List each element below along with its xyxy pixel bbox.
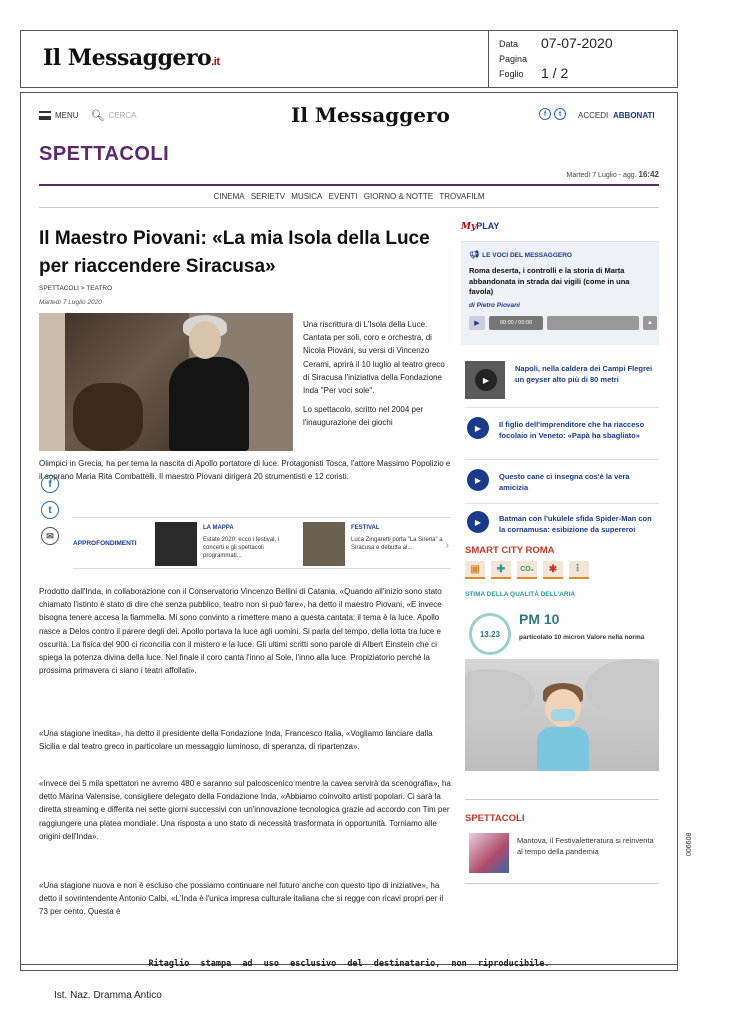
player-time: 00:00 / 00:00 (489, 316, 543, 330)
share-facebook-icon[interactable]: f (41, 475, 59, 493)
share-mail-icon[interactable]: ✉ (41, 527, 59, 545)
article-paragraph-cont: Olimpici in Grecia, ha per tema la nascita di Apollo portatore di luce. Protagonisti Tosca, l'attore Massimo Popolizio e il soprano Maria Rita Combattelli. Il maestro Piovani dirigerà 20 strumentisti e 12 coristi. (39, 459, 451, 482)
co2-icon[interactable]: CO₂ (517, 561, 537, 579)
voci-author: di Pietro Piovani (469, 302, 520, 309)
play-icon[interactable]: ▶ (467, 417, 489, 439)
rail-video-item[interactable] (465, 469, 659, 499)
voci-title[interactable]: Roma deserta, i controlli e la storia di Marta abbandonata in strada dai vigili (come in una favola) (469, 266, 630, 296)
login-link[interactable]: ACCEDI (578, 111, 609, 120)
rail-video-item[interactable] (465, 417, 659, 453)
audio-player (469, 316, 657, 330)
search-input[interactable]: CERCA (108, 111, 137, 120)
progress-bar[interactable] (547, 316, 639, 330)
clipping-notice: Ritaglio stampa ad uso esclusivo del destinatario, non riproducibile. (20, 957, 678, 971)
foglio-label: Foglio (499, 69, 524, 79)
subscribe-link[interactable]: ABBONATI (613, 111, 655, 120)
rail-divider (465, 407, 659, 408)
traffic-light-icon[interactable]: ⠇ (569, 561, 589, 579)
related-thumbnail[interactable] (303, 522, 345, 566)
megaphone-icon: 📢︎ (469, 250, 480, 259)
webpage-frame (20, 92, 678, 965)
search-icon[interactable]: 🔍︎ (90, 110, 105, 122)
article-paragraph: «Invece dei 5 mila spettatori ne avremo 480 e saranno sul palcoscenico mentre la cavea servirà da scenografia», ha detto Marina Valensise, consigliere delegato della Fondazione Inda, «Abbiamo coinvolto artisti popolari. Ci sarà la diretta streaming e differita nei sette giorni successivi con un'innovazione tecnologica grazie ad accordo con Tim per raggiungere una platea mondiale. Una risposta a uno stato di necessità trasformata in opportunità. Torniamo alle origini dell'Inda». (39, 779, 451, 841)
data-label: Data (499, 39, 519, 49)
rail-divider (465, 459, 659, 460)
pm10-title: PM 10 (519, 611, 560, 627)
hamburger-icon (39, 111, 51, 120)
rail-item-title[interactable]: Questo cane ci insegna cos'è la vera amicizia (499, 472, 630, 492)
rail-item-title[interactable]: Il figlio dell'imprenditore che ha riacceso focolaio in Veneto: «Papà ha sbagliato» (499, 420, 645, 440)
related-item[interactable] (303, 522, 449, 566)
subnav-eventi[interactable]: EVENTI (328, 192, 358, 201)
subnav-musica[interactable]: MUSICA (291, 192, 323, 201)
myplay-header[interactable]: MyPLAY (461, 221, 500, 232)
update-date: Martedì 7 Luglio - agg. 16:42 (566, 170, 659, 179)
foglio-value: 1 / 2 (541, 65, 569, 81)
menu-button[interactable] (39, 109, 137, 122)
pm10-description: particolato 10 micron Valore nella norma (519, 634, 645, 641)
play-icon[interactable]: ▶ (469, 316, 485, 330)
social-links (539, 108, 566, 120)
twitter-icon[interactable]: t (554, 108, 566, 120)
pharmacy-icon[interactable]: ✚ (491, 561, 511, 579)
rail-item-title[interactable]: Batman con l'ukulele sfida Spider-Man con la cornamusa: esibizione da supereroi (499, 514, 652, 534)
related-text[interactable]: Luca Zingaretti porta "La Sirena" a Siracusa e debutta al... (351, 537, 443, 551)
smart-city-icons (465, 561, 589, 579)
air-quality-label: STIMA DELLA QUALITÀ DELL'ARIA (465, 591, 576, 598)
article-date: Martedì 7 Luglio 2020 (39, 299, 102, 306)
share-bar (41, 475, 59, 545)
voci-box (461, 241, 659, 345)
play-icon[interactable]: ▶ (467, 469, 489, 491)
clipping-meta (488, 31, 678, 87)
data-value: 07-07-2020 (541, 35, 613, 51)
article-paragraph-intro: Una riscrittura di L'Isola della Luce. Cantata per soli, coro e orchestra, di Nicola Piovani, su versi di Vincenzo Cerami, aprirà il 10 luglio al teatro greco di Siracusa l'iniziativa della Fondazione Inda "Per voci sole". Lo spettacolo, scritto nel 2004 per l'inaugurazione dei giochi (303, 320, 445, 428)
site-logo[interactable]: Il Messaggero (291, 103, 450, 127)
subnav-serietv[interactable]: SERIETV (250, 192, 286, 201)
related-kicker: LA MAPPA (203, 525, 234, 531)
spettacoli-item[interactable]: Mantova, il Festivaletteratura si reinventa al tempo della pandemia (517, 836, 654, 856)
section-divider (39, 184, 659, 186)
related-thumbnail[interactable] (155, 522, 197, 566)
related-text[interactable]: Estate 2020: ecco i festival, i concerti e gli spettacoli programmati... (203, 537, 280, 559)
spettacoli-thumbnail[interactable] (469, 833, 509, 873)
rail-video-item[interactable] (465, 511, 659, 547)
breadcrumb[interactable]: SPETTACOLI > TEATRO (39, 285, 113, 292)
facebook-icon[interactable]: f (539, 108, 551, 120)
share-twitter-icon[interactable]: t (41, 501, 59, 519)
article-photo (39, 313, 293, 451)
related-item[interactable] (155, 522, 295, 566)
spettacoli-header[interactable]: SPETTACOLI (465, 813, 525, 824)
play-icon[interactable]: ▶ (467, 511, 489, 533)
rail-divider (465, 799, 659, 800)
subnav-cinema[interactable]: CINEMA (213, 192, 245, 201)
sub-navigation (21, 192, 677, 201)
clipping-header (20, 30, 678, 88)
bus-icon[interactable]: ▣ (465, 561, 485, 579)
rail-divider (465, 883, 659, 884)
related-kicker: FESTIVAL (351, 525, 380, 531)
play-icon[interactable]: ▶ (475, 369, 497, 391)
related-label: APPROFONDIMENTI (73, 540, 137, 547)
voci-label: 📢︎ LE VOCI DEL MESSAGGERO (469, 250, 572, 259)
subnav-divider (39, 207, 659, 208)
smart-city-header[interactable]: SMART CITY ROMA (465, 545, 555, 556)
air-quality-dial: 13.23 (469, 613, 511, 655)
menu-label: MENU (55, 111, 79, 120)
section-title[interactable]: SPETTACOLI (39, 143, 170, 165)
article-paragraph: Prodotto dall'Inda, in collaborazione con il Conservatorio Vincenzo Bellini di Catania. «Quando all'inizio sono stato chiamato l'istinto è stato di dire che senza pubblico, teatro non si può fare», ha detto il maestro Piovani, «E invece bisogna tenere accesa la fiammella. Mi sono convinto a rimettere mano a questa cantata: il tema è la luce. Apollo nasce a Delos contro il parere degli dei. Apollo portava la luce agli uomini. Si parla del tempo, della lotta tra luce e oscurità. La fisica del 900 ci riconcilia con il mistero e la luce. Gli ultimi scritti sono parole di Albert Einstein che ci spiega la potenza divina della luce. Nel finale il coro canta l'inno al Sole, l'inno alla luce. Propiziatorio perchè la prossima primavera ci siano i teatri affollati». (39, 587, 442, 676)
rail-item-title[interactable]: Napoli, nella caldera dei Campi Flegrei un geyser alto più di 80 metri (515, 364, 653, 384)
top-bar (21, 93, 677, 137)
clipping-logo: Il Messaggero.it (43, 45, 220, 71)
pagina-label: Pagina (499, 54, 528, 64)
document-code: 006608 (686, 832, 693, 856)
clipping-logo-tld: .it (211, 56, 220, 68)
article-paragraph: «Una stagione nuova e non è escluso che possiamo continuare nel futuro anche con questo tipo di iniziative», ha detto il sovrintendente Antonio Calbi, «L'Inda è l'unica impresa culturale italiana che si regge con ricavi propri per il 73 per cento. Questa è (39, 881, 444, 917)
related-articles (73, 517, 451, 569)
smog-illustration (465, 659, 659, 771)
chevron-right-icon[interactable]: › (445, 540, 449, 551)
client-organization: Ist. Naz. Dramma Antico (54, 990, 162, 1001)
article-headline: Il Maestro Piovani: «La mia Isola della Luce per riaccendere Siracusa» (39, 228, 430, 277)
update-time: 16:42 (638, 170, 659, 179)
virus-icon[interactable]: ✱ (543, 561, 563, 579)
article-paragraph: «Una stagione inedita», ha detto il presidente della Fondazione Inda, Francesco Italia, «Vogliamo lanciare dalla Sicilia e dal teatro greco in particolare un messaggio luminoso, di speranza, di ripartenza». (39, 729, 433, 752)
rail-divider (465, 503, 659, 504)
subnav-giorno-notte[interactable]: GIORNO & NOTTE (363, 192, 434, 201)
subnav-trovafilm[interactable]: TROVAFILM (439, 192, 485, 201)
rail-video-item[interactable] (465, 361, 659, 401)
volume-icon[interactable]: ▲ (643, 316, 657, 330)
